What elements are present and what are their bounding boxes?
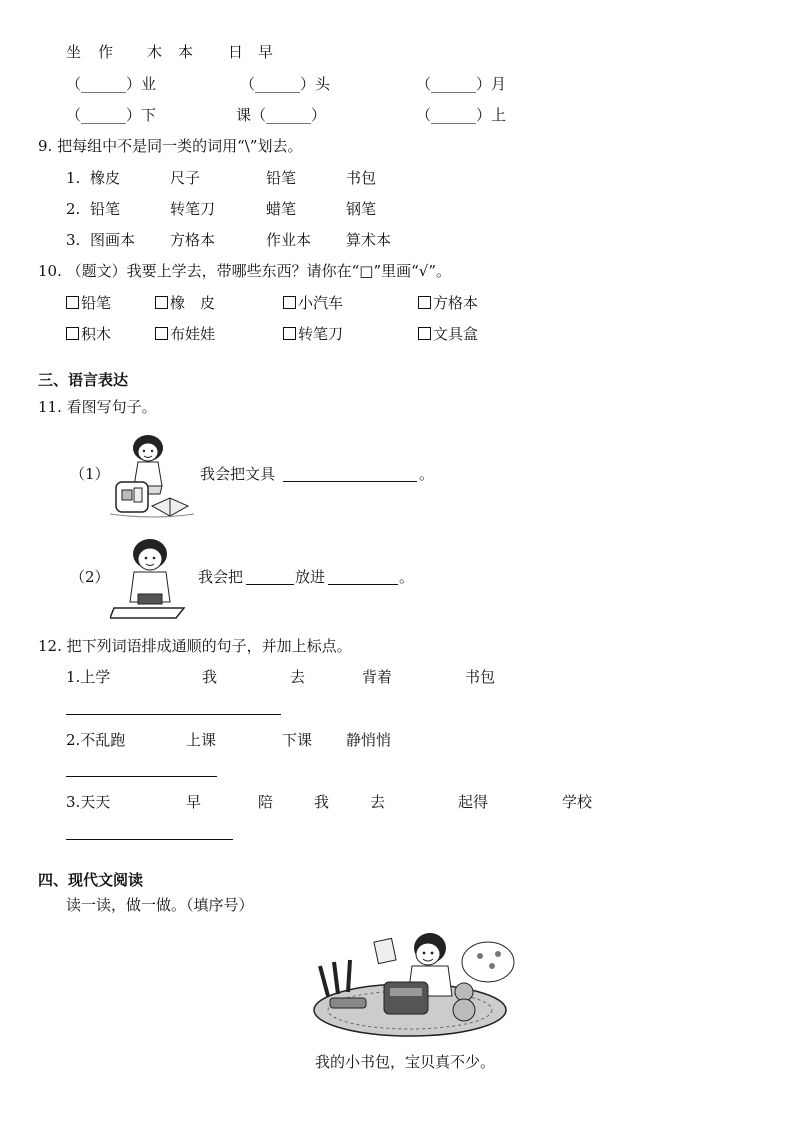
word-ben: 本 [178, 43, 194, 61]
q12-word: 学校 [562, 793, 593, 811]
q12-word: 上课 [186, 731, 217, 749]
q12-word: 去 [290, 668, 306, 686]
checkbox-item[interactable]: 文具盒 [418, 327, 478, 342]
checkbox-icon[interactable] [418, 327, 431, 340]
q9-word[interactable]: 图画本 [90, 231, 136, 249]
q9-group-1-num: 1. [66, 169, 81, 187]
q9-word[interactable]: 蜡笔 [266, 200, 297, 218]
question-9-title: 9. 把每组中不是同一类的词用“\”划去。 [38, 137, 303, 155]
illustration-caption: 我的小书包，宝贝真不少。 [315, 1053, 496, 1071]
checkbox-icon[interactable] [283, 296, 296, 309]
schoolbag-treasures-illustration [300, 926, 520, 1044]
q11-item-1-num: （1） [70, 465, 110, 483]
child-packing-bag-illustration [108, 428, 196, 520]
q12-word: 静悄悄 [346, 731, 392, 749]
q12-word: 下课 [282, 731, 313, 749]
section-3-heading: 三、语言表达 [38, 371, 129, 389]
checkbox-icon[interactable] [418, 296, 431, 309]
q12-word: 书包 [465, 668, 496, 686]
q9-word[interactable]: 方格本 [170, 231, 216, 249]
q9-word[interactable]: 铅笔 [266, 169, 297, 187]
q9-word[interactable]: 橡皮 [90, 169, 121, 187]
checkbox-item[interactable]: 铅笔 [66, 296, 111, 311]
q11-item-2-num: （2） [70, 568, 110, 586]
q11-item-1-period: 。 [419, 465, 435, 483]
fill-blank-ke[interactable]: 课（______） [236, 106, 327, 124]
q12-word: 我 [202, 668, 218, 686]
q12-word: 背着 [362, 668, 393, 686]
q12-answer-line-2[interactable] [66, 776, 217, 777]
q9-word[interactable]: 书包 [346, 169, 377, 187]
reading-instruction: 读一读，做一做。（填序号） [66, 896, 254, 914]
q12-word: 早 [186, 793, 202, 811]
q12-word: 2.不乱跑 [66, 731, 126, 749]
checkbox-icon[interactable] [155, 327, 168, 340]
word-zuo: 坐 [66, 43, 82, 61]
q12-word: 我 [314, 793, 330, 811]
q12-word: 3.天天 [66, 793, 111, 811]
question-11-title: 11. 看图写句子。 [38, 398, 157, 416]
checkbox-item[interactable]: 积木 [66, 327, 111, 342]
q12-word: 去 [370, 793, 386, 811]
checkbox-item[interactable]: 布娃娃 [155, 327, 215, 342]
word-ri: 日 [228, 43, 244, 61]
word-mu: 木 [147, 43, 163, 61]
q12-word: 起得 [458, 793, 489, 811]
fill-blank-tou[interactable]: （______）头 [240, 75, 331, 93]
q11-item-2-answer-line-b[interactable] [328, 584, 398, 585]
q9-word[interactable]: 作业本 [266, 231, 312, 249]
word-zuo2: 作 [98, 43, 114, 61]
checkbox-item[interactable]: 方格本 [418, 296, 478, 311]
q9-word[interactable]: 算术本 [346, 231, 392, 249]
q11-item-2-answer-line-a[interactable] [246, 584, 294, 585]
fill-blank-shang[interactable]: （______）上 [416, 106, 507, 124]
q9-word[interactable]: 转笔刀 [170, 200, 216, 218]
checkbox-icon[interactable] [66, 327, 79, 340]
fill-blank-yue[interactable]: （______）月 [416, 75, 507, 93]
fill-blank-ye[interactable]: （______）业 [66, 75, 157, 93]
q12-answer-line-3[interactable] [66, 839, 233, 840]
fill-blank-xia[interactable]: （______）下 [66, 106, 157, 124]
question-12-title: 12. 把下列词语排成通顺的句子，并加上标点。 [38, 637, 352, 655]
q9-group-3-num: 3. [66, 231, 81, 249]
checkbox-icon[interactable] [66, 296, 79, 309]
q12-answer-line-1[interactable] [66, 714, 281, 715]
q11-item-1-answer-line[interactable] [283, 481, 417, 482]
checkbox-item[interactable]: 转笔刀 [283, 327, 343, 342]
q9-word[interactable]: 铅笔 [90, 200, 121, 218]
section-4-heading: 四、现代文阅读 [38, 871, 144, 889]
q9-word[interactable]: 钢笔 [346, 200, 377, 218]
q12-word: 1.上学 [66, 668, 111, 686]
checkbox-icon[interactable] [283, 327, 296, 340]
word-zao: 早 [258, 43, 274, 61]
q12-word: 陪 [258, 793, 274, 811]
q9-word[interactable]: 尺子 [170, 169, 201, 187]
question-10-title: 10. （题文）我要上学去，带哪些东西？请你在“□”里画“√”。 [38, 262, 452, 280]
checkbox-icon[interactable] [155, 296, 168, 309]
child-with-bag-illustration [110, 534, 196, 622]
q9-group-2-num: 2. [66, 200, 81, 218]
checkbox-item[interactable]: 小汽车 [283, 296, 343, 311]
q11-item-2-period: 。 [399, 568, 415, 586]
q11-item-2-text-b: 放进 [295, 568, 326, 586]
q11-item-2-text-a: 我会把 [198, 568, 244, 586]
checkbox-item[interactable]: 橡 皮 [155, 296, 215, 311]
q11-item-1-text: 我会把文具 [200, 465, 276, 483]
